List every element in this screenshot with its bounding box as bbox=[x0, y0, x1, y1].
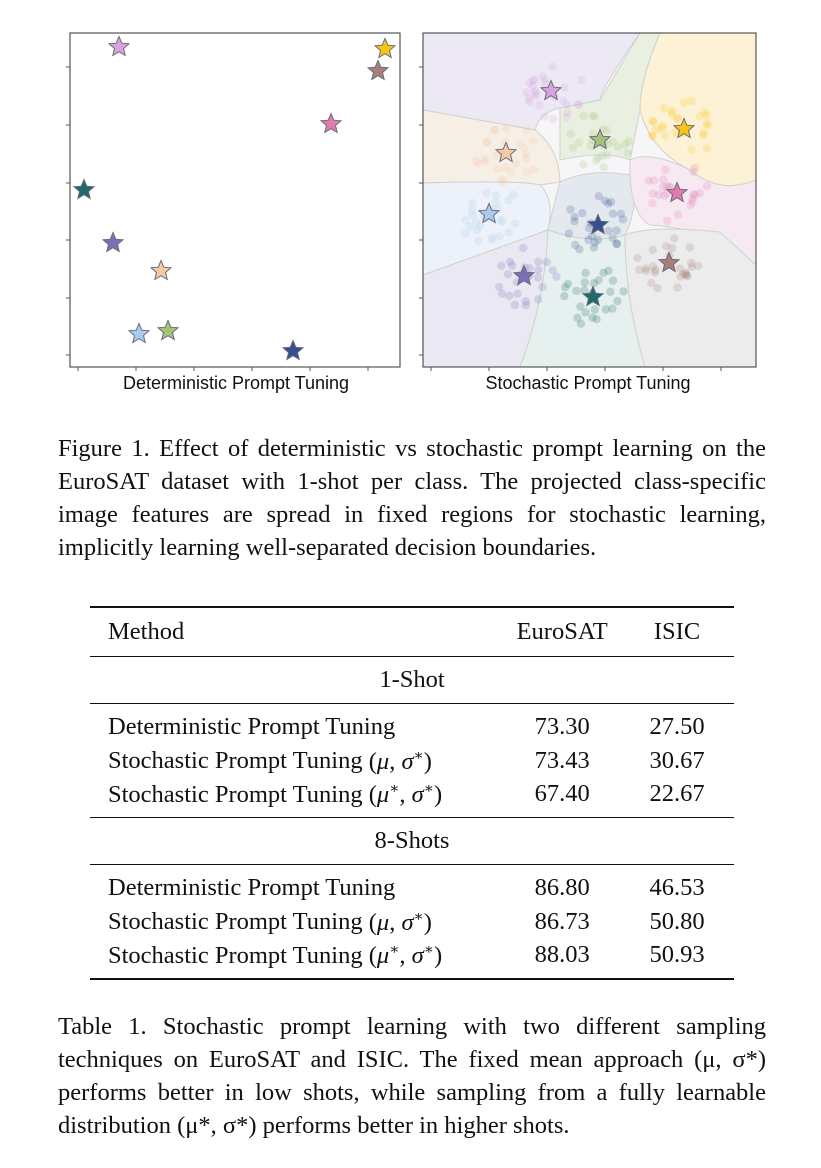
stochastic-plot-area bbox=[423, 33, 756, 367]
cluster-point bbox=[560, 292, 568, 300]
cluster-point bbox=[575, 101, 583, 109]
cluster-point bbox=[539, 73, 547, 81]
cluster-point bbox=[581, 269, 589, 277]
cluster-point bbox=[561, 283, 569, 291]
cluster-point bbox=[515, 139, 523, 147]
cell-eurosat: 88.03 bbox=[504, 938, 620, 979]
cluster-point bbox=[687, 97, 695, 105]
cluster-point bbox=[660, 104, 668, 112]
cluster-point bbox=[673, 283, 681, 291]
cluster-point bbox=[476, 222, 484, 230]
table-row bbox=[90, 938, 734, 979]
cluster-point bbox=[504, 270, 512, 278]
cluster-point bbox=[534, 273, 542, 281]
cell-isic: 30.67 bbox=[649, 746, 705, 774]
figure-1 bbox=[0, 0, 821, 400]
cluster-point bbox=[541, 113, 549, 121]
method-name: Stochastic Prompt Tuning bbox=[108, 781, 363, 809]
results-table bbox=[90, 606, 734, 980]
cluster-point bbox=[505, 292, 513, 300]
method-name: Stochastic Prompt Tuning bbox=[108, 908, 363, 936]
cluster-point bbox=[538, 283, 546, 291]
cluster-point bbox=[474, 237, 482, 245]
cluster-point bbox=[603, 151, 611, 159]
cluster-point bbox=[700, 129, 708, 137]
table-row bbox=[90, 777, 734, 818]
table-row bbox=[90, 905, 734, 938]
cluster-point bbox=[569, 144, 577, 152]
cluster-point bbox=[530, 75, 538, 83]
cluster-point bbox=[481, 155, 489, 163]
cluster-point bbox=[498, 178, 506, 186]
cluster-point bbox=[619, 215, 627, 223]
cluster-point bbox=[619, 287, 627, 295]
cluster-point bbox=[552, 273, 560, 281]
stochastic-panel bbox=[419, 33, 756, 393]
cluster-point bbox=[525, 98, 533, 106]
method-name: Deterministic Prompt Tuning bbox=[108, 713, 396, 740]
cluster-point bbox=[623, 149, 631, 157]
cluster-point bbox=[649, 246, 657, 254]
cell-method bbox=[90, 704, 504, 745]
cluster-point bbox=[472, 156, 480, 164]
cluster-point bbox=[572, 287, 580, 295]
cluster-point bbox=[522, 150, 530, 158]
cluster-point bbox=[496, 232, 504, 240]
cluster-point bbox=[578, 209, 586, 217]
cluster-point bbox=[534, 266, 542, 274]
cluster-point bbox=[703, 144, 711, 152]
cluster-point bbox=[483, 138, 491, 146]
cluster-point bbox=[604, 199, 612, 207]
table-header-row bbox=[90, 607, 734, 657]
section-8-shots bbox=[90, 818, 734, 980]
cluster-point bbox=[683, 271, 691, 279]
cluster-point bbox=[461, 216, 469, 224]
cluster-point bbox=[570, 217, 578, 225]
section-1-shot bbox=[90, 657, 734, 818]
cluster-point bbox=[588, 314, 596, 322]
cluster-point bbox=[509, 191, 517, 199]
deterministic-plot-frame bbox=[70, 33, 400, 367]
cluster-point bbox=[501, 125, 509, 133]
cluster-point bbox=[506, 167, 514, 175]
method-name: Stochastic Prompt Tuning bbox=[108, 747, 363, 775]
cluster-point bbox=[563, 109, 571, 117]
section-header-row bbox=[90, 818, 734, 865]
cluster-point bbox=[519, 244, 527, 252]
cluster-point bbox=[670, 234, 678, 242]
cell-method bbox=[90, 777, 504, 818]
cluster-point bbox=[633, 254, 641, 262]
method-params: (μ∗, σ∗) bbox=[362, 941, 443, 970]
cluster-point bbox=[529, 137, 537, 145]
cluster-point bbox=[573, 314, 581, 322]
cluster-point bbox=[604, 227, 612, 235]
header-method: Method bbox=[90, 607, 504, 657]
cell-isic: 50.93 bbox=[620, 938, 734, 979]
cell-eurosat: 73.30 bbox=[534, 713, 590, 740]
header-eurosat: EuroSAT bbox=[504, 607, 620, 657]
cluster-point bbox=[522, 126, 530, 134]
cluster-point bbox=[563, 101, 571, 109]
cluster-point bbox=[513, 290, 521, 298]
figure-caption-text: Effect of deterministic vs stochastic prompt learning on the EuroSAT dataset with 1-shot per class. The projected class-specific image features are spread in fixed regions for stochastic learning, implicitly learning well-separated decision boundaries. bbox=[58, 435, 766, 561]
cluster-point bbox=[651, 268, 659, 276]
stochastic-panel-label: Stochastic Prompt Tuning bbox=[485, 373, 691, 393]
cluster-point bbox=[511, 301, 519, 309]
cluster-point bbox=[581, 308, 589, 316]
cluster-point bbox=[703, 119, 711, 127]
cluster-point bbox=[504, 228, 512, 236]
cluster-point bbox=[523, 168, 531, 176]
cluster-point bbox=[594, 236, 602, 244]
cell-isic: 27.50 bbox=[649, 713, 705, 740]
figure-caption bbox=[58, 432, 766, 564]
cluster-point bbox=[595, 192, 603, 200]
cluster-point bbox=[594, 154, 602, 162]
cluster-point bbox=[621, 140, 629, 148]
cluster-point bbox=[579, 112, 587, 120]
cluster-point bbox=[609, 276, 617, 284]
cluster-point bbox=[647, 279, 655, 287]
cluster-point bbox=[491, 125, 499, 133]
cluster-point bbox=[703, 182, 711, 190]
cluster-point bbox=[701, 108, 709, 116]
cluster-point bbox=[686, 243, 694, 251]
cell-method bbox=[90, 938, 504, 979]
cluster-point bbox=[591, 305, 599, 313]
cluster-point bbox=[674, 114, 682, 122]
cluster-point bbox=[648, 131, 656, 139]
table-caption-text: Stochastic prompt learning with two different sampling techniques on EuroSAT and ISIC. The fixed mean approach (μ, σ*) performs better in low shots, while sampling from a fully learnable distribution (μ*, σ*) performs better in higher shots. bbox=[58, 1013, 767, 1139]
cluster-point bbox=[577, 76, 585, 84]
table-row bbox=[90, 865, 734, 906]
cluster-point bbox=[606, 288, 614, 296]
cluster-point bbox=[566, 205, 574, 213]
cluster-point bbox=[687, 146, 695, 154]
cluster-point bbox=[689, 168, 697, 176]
cluster-point bbox=[648, 199, 656, 207]
cluster-point bbox=[609, 234, 617, 242]
method-params: (μ, σ∗) bbox=[362, 908, 432, 936]
cluster-point bbox=[612, 226, 620, 234]
cell-method bbox=[90, 744, 504, 777]
cluster-point bbox=[535, 101, 543, 109]
method-name: Stochastic Prompt Tuning bbox=[108, 942, 363, 970]
cluster-point bbox=[658, 125, 666, 133]
method-params: (μ, σ∗) bbox=[362, 747, 432, 775]
cluster-point bbox=[661, 166, 669, 174]
cluster-point bbox=[512, 160, 520, 168]
table-caption bbox=[58, 1010, 766, 1142]
section-title: 1-Shot bbox=[90, 657, 734, 704]
cell-eurosat: 86.73 bbox=[534, 907, 590, 935]
cell-isic: 22.67 bbox=[620, 777, 734, 818]
cluster-point bbox=[492, 192, 500, 200]
table-caption-label: Table 1. bbox=[58, 1013, 147, 1040]
cluster-point bbox=[600, 163, 608, 171]
cluster-point bbox=[642, 267, 650, 275]
cluster-point bbox=[498, 217, 506, 225]
table-row bbox=[90, 704, 734, 745]
cluster-point bbox=[579, 160, 587, 168]
cluster-point bbox=[674, 211, 682, 219]
cluster-point bbox=[649, 189, 657, 197]
cell-eurosat: 86.80 bbox=[534, 874, 590, 901]
cluster-point bbox=[461, 230, 469, 238]
method-params: (μ∗, σ∗) bbox=[362, 780, 443, 809]
cell-eurosat: 67.40 bbox=[504, 777, 620, 818]
cluster-point bbox=[662, 242, 670, 250]
cluster-point bbox=[694, 262, 702, 270]
cluster-point bbox=[534, 258, 542, 266]
cluster-point bbox=[531, 90, 539, 98]
cluster-point bbox=[648, 117, 656, 125]
cluster-point bbox=[534, 295, 542, 303]
cluster-point bbox=[590, 279, 598, 287]
cluster-point bbox=[609, 209, 617, 217]
cell-isic: 46.53 bbox=[649, 874, 705, 901]
method-name: Deterministic Prompt Tuning bbox=[108, 874, 396, 901]
cluster-point bbox=[689, 194, 697, 202]
cluster-point bbox=[567, 130, 575, 138]
cluster-point bbox=[590, 243, 598, 251]
cell-method bbox=[90, 865, 504, 906]
cluster-point bbox=[543, 258, 551, 266]
cluster-point bbox=[602, 305, 610, 313]
cluster-point bbox=[680, 98, 688, 106]
cluster-point bbox=[482, 189, 490, 197]
cluster-point bbox=[493, 165, 501, 173]
cell-isic: 50.80 bbox=[649, 907, 705, 935]
cluster-point bbox=[599, 269, 607, 277]
cluster-point bbox=[506, 258, 514, 266]
cluster-point bbox=[549, 115, 557, 123]
cluster-point bbox=[497, 262, 505, 270]
deterministic-panel bbox=[66, 33, 400, 393]
deterministic-panel-label: Deterministic Prompt Tuning bbox=[122, 373, 350, 393]
cluster-point bbox=[498, 290, 506, 298]
cluster-point bbox=[575, 245, 583, 253]
cell-eurosat: 73.43 bbox=[534, 746, 590, 774]
cluster-point bbox=[468, 199, 476, 207]
section-header-row bbox=[90, 657, 734, 704]
table-row bbox=[90, 744, 734, 777]
cluster-point bbox=[581, 278, 589, 286]
header-isic: ISIC bbox=[620, 607, 734, 657]
cluster-point bbox=[511, 219, 519, 227]
figure-caption-label: Figure 1. bbox=[58, 435, 150, 462]
cell-method bbox=[90, 905, 504, 938]
cluster-point bbox=[522, 297, 530, 305]
cluster-point bbox=[613, 297, 621, 305]
cluster-point bbox=[548, 63, 556, 71]
cluster-point bbox=[644, 177, 652, 185]
cluster-point bbox=[590, 112, 598, 120]
cluster-point bbox=[565, 229, 573, 237]
cluster-point bbox=[584, 236, 592, 244]
section-title: 8-Shots bbox=[90, 818, 734, 865]
cluster-point bbox=[663, 217, 671, 225]
cluster-point bbox=[488, 233, 496, 241]
cluster-point bbox=[468, 206, 476, 214]
